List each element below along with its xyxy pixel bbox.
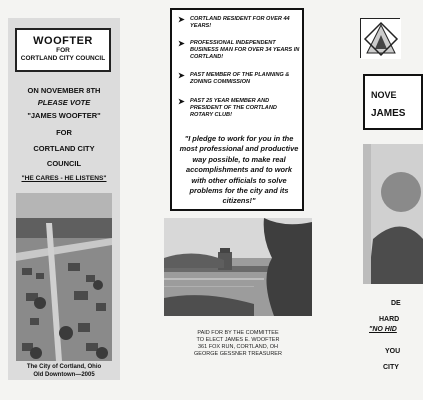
vote-candidate: "JAMES WOOFTER" (27, 111, 101, 120)
right-panel (355, 0, 406, 400)
aerial-caption (8, 363, 120, 379)
portrait-graphic (363, 144, 423, 284)
slogan: "HE CARES - HE LISTENS" (21, 175, 107, 182)
aerial-photo-graphic (16, 193, 112, 361)
left-panel (0, 0, 145, 400)
right-text-hard: HARD (379, 316, 400, 323)
qualification-text: CORTLAND RESIDENT FOR OVER 44 YEARS! (190, 16, 290, 29)
candidate-name: WOOFTER (33, 35, 93, 47)
dam-photo-graphic (164, 218, 312, 316)
aerial-photo (16, 193, 112, 361)
arrow-icon: ➤ (178, 97, 185, 106)
vote-please: PLEASE VOTE (37, 98, 91, 107)
right-text-no-hid: "NO HID (369, 326, 397, 333)
dam-photo (164, 218, 312, 316)
right-text-you: YOU (385, 348, 401, 355)
paid-for-line-4: GEORGE GESSNER TREASURER (194, 351, 282, 357)
left-card (8, 18, 120, 380)
qualifications-box (170, 8, 304, 211)
logo-graphic (361, 19, 401, 59)
arrow-icon: ➤ (178, 39, 185, 48)
right-text-de: DE (391, 300, 401, 307)
qualification-item (178, 72, 300, 86)
pledge-text: "I pledge to work for you in the most professional and productive way possible, to make real accomplishments and to work with other officials to solve problems for the city and its citizens!" (179, 134, 299, 206)
paid-for-disclaimer (164, 330, 312, 358)
vote-council: COUNCIL (46, 159, 82, 168)
qualification-text: PAST 25 YEAR MEMBER AND PRESIDENT OF THE CORTLAND ROTARY CLUB! (190, 98, 277, 118)
qualification-text: PROFESSIONAL INDEPENDENT BUSINESS MAN FOR OVER 34 YEARS IN CORTLAND! (190, 40, 300, 60)
vote-for: FOR (56, 128, 72, 137)
caption-line-2: Old Downtown—2005 (33, 372, 95, 378)
arrow-icon: ➤ (178, 71, 185, 80)
for-label: FOR (56, 47, 70, 54)
right-text-city: CITY (383, 364, 399, 371)
vote-city: CORTLAND CITY (33, 144, 95, 153)
paid-for-line-3: 361 FOX RUN, CORTLAND, OH (198, 344, 278, 350)
right-title-line-1: NOVE (371, 90, 397, 100)
caption-line-1: The City of Cortland, Ohio (26, 364, 102, 370)
logo-frame (360, 18, 400, 58)
qualification-item (178, 40, 300, 61)
arrow-icon: ➤ (178, 15, 185, 24)
right-title-box (363, 74, 423, 130)
title-box (15, 28, 111, 72)
vote-date: ON NOVEMBER 8TH (27, 86, 101, 95)
qualification-item (178, 98, 300, 119)
paid-for-line-1: PAID FOR BY THE COMMITTEE (197, 330, 279, 336)
qualification-text: PAST MEMBER OF THE PLANNING & ZONING COMMISSION (190, 72, 290, 85)
candidate-portrait (363, 144, 423, 284)
qualification-item (178, 16, 300, 30)
middle-panel (150, 0, 325, 400)
office-label: CORTLAND CITY COUNCIL (20, 55, 106, 62)
paid-for-line-2: TO ELECT JAMES E. WOOFTER (196, 337, 280, 343)
right-title-line-2: JAMES (371, 108, 406, 119)
